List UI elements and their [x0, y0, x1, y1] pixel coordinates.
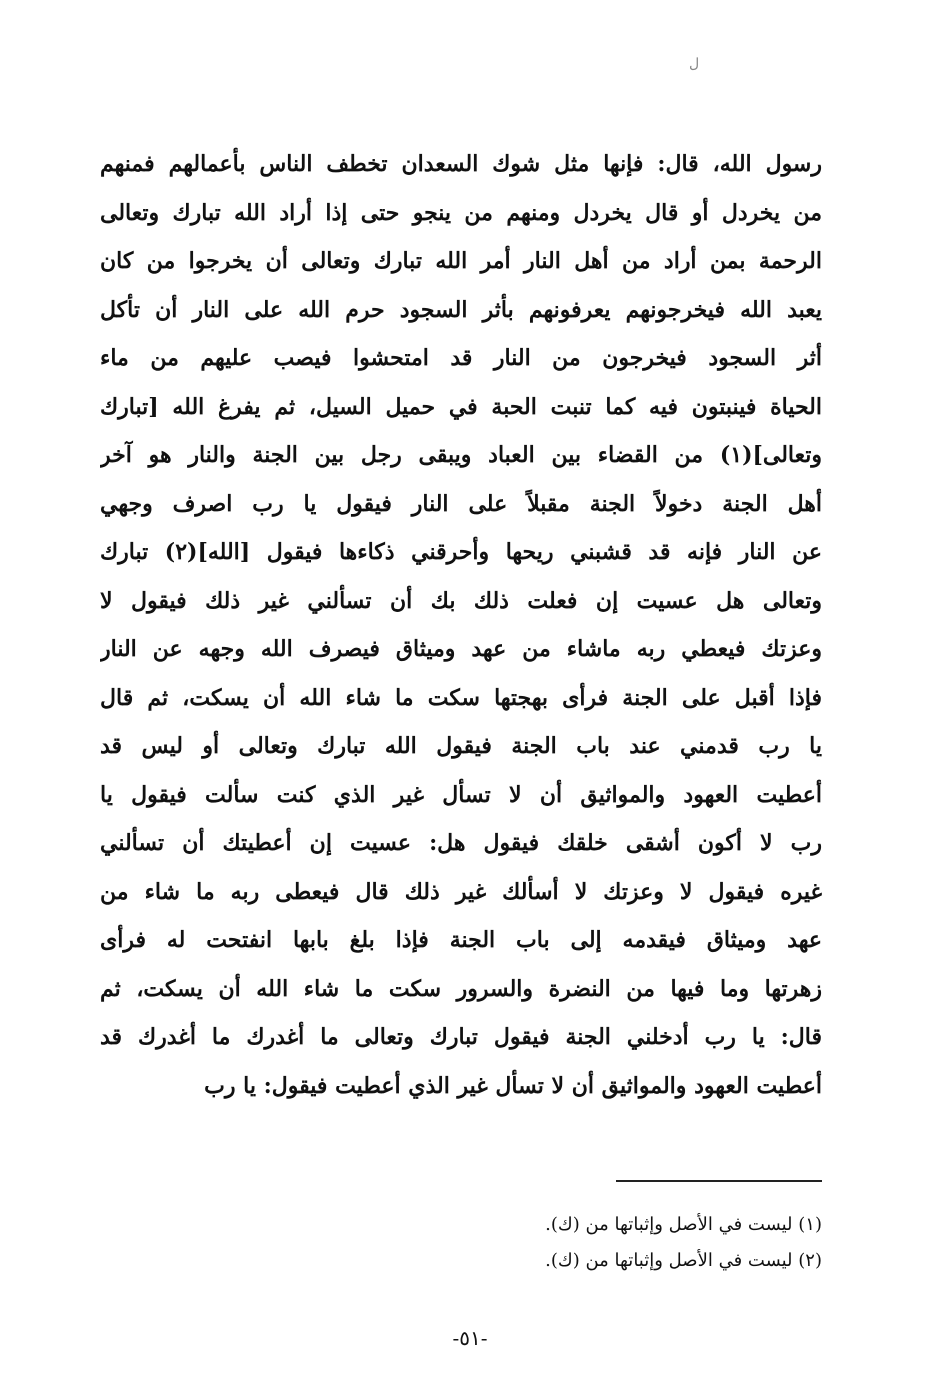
- footnote-2: (٢) ليست في الأصل وإثباتها من (ك).: [545, 1250, 822, 1271]
- body-line: يا رب قدمني عند باب الجنة فيقول الله تبارك وتعالى أو ليس قد: [100, 733, 822, 759]
- body-line: قال: يا رب أدخلني الجنة فيقول تبارك وتعالى ما أغدرك ما أغدرك قد: [100, 1024, 822, 1050]
- body-line: رسول الله، قال: فإنها مثل شوك السعدان تخطف الناس بأعمالهم فمنهم: [100, 151, 822, 177]
- body-line: وعزتك فيعطي ربه ماشاء من عهد وميثاق فيصرف الله وجهه عن النار: [100, 636, 822, 662]
- body-line: من يخردل أو قال يخردل ومنهم من ينجو حتى إذا أراد الله تبارك وتعالى: [100, 199, 822, 226]
- body-line: فإذا أقبل على الجنة فرأى بهجتها سكت ما شاء الله أن يسكت، ثم قال: [100, 684, 822, 711]
- page-number: -٥١-: [452, 1326, 488, 1350]
- body-line: زهرتها وما فيها من النضرة والسرور سكت ما شاء الله أن يسكت، ثم: [100, 975, 822, 1002]
- footnotes: [420, 1207, 822, 1279]
- body-line: عن النار فإنه قد قشبني ريحها وأحرقني ذكاءها فيقول [الله](٢) تبارك: [100, 539, 822, 565]
- footnote-divider: [616, 1180, 822, 1182]
- body-line: أهل الجنة دخولاً الجنة مقبلاً على النار فيقول يا رب اصرف وجهي: [100, 490, 822, 517]
- body-text: [100, 140, 822, 1110]
- corner-mark: ل: [689, 56, 700, 72]
- body-line: غيره فيقول لا وعزتك لا أسألك غير ذلك قال فيعطى ربه ما شاء من: [100, 878, 822, 905]
- footnote-1: (١) ليست في الأصل وإثباتها من (ك).: [545, 1214, 822, 1235]
- body-line: الرحمة بمن أراد من أهل النار أمر الله تبارك وتعالى أن يخرجوا من كان: [100, 248, 822, 274]
- body-line: رب لا أكون أشقى خلقك فيقول هل: عسيت إن أعطيتك أن تسألني: [100, 830, 822, 856]
- body-line: أعطيت العهود والمواثيق أن لا تسأل غير الذي كنت سألت فيقول يا: [100, 781, 822, 808]
- body-line: وتعالى](١) من القضاء بين العباد ويبقى رجل بين الجنة والنار هو آخر: [100, 442, 822, 468]
- body-line: أعطيت العهود والمواثيق أن لا تسأل غير الذي أعطيت فيقول: يا رب: [204, 1072, 822, 1099]
- body-line: الحياة فينبتون فيه كما تنبت الحبة في حميل السيل، ثم يفرغ الله [تبارك: [100, 393, 822, 420]
- body-line: يعبد الله فيخرجونهم يعرفونهم بأثر السجود حرم الله على النار أن تأكل: [100, 296, 822, 323]
- body-line: أثر السجود فيخرجون من النار قد امتحشوا فيصب عليهم من ماء: [100, 345, 822, 371]
- body-line: وتعالى هل عسيت إن فعلت ذلك بك أن تسألني غير ذلك فيقول لا: [100, 587, 822, 614]
- body-line: عهد وميثاق فيقدمه إلى باب الجنة فإذا بلغ بابها انفتحت له فرأى: [100, 927, 822, 953]
